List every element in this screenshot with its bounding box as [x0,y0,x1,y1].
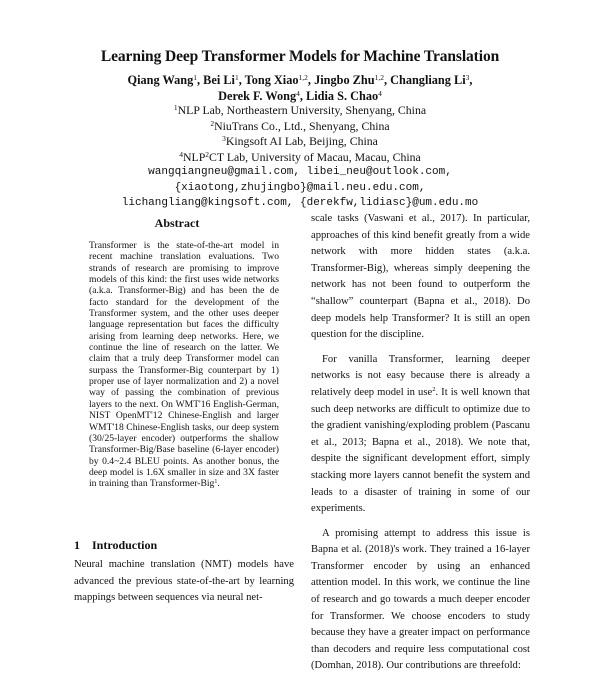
author-list: Qiang Wang$^1$, Bei Li$^1$, Tong Xiao$^{1,2}$, Jingbo Zhu$^{1,2}$, Changliang Li$^3$, Derek F. Wong$^4$, Lidia S. Chao$^4$ [127,73,473,103]
author-name: Bei Li [203,73,235,87]
paragraph [311,352,530,518]
affiliation-text: NLP [182,149,206,164]
author-name: Jingbo Zhu [314,73,375,87]
affiliation-text: CT Lab, University of Macau, Macau, China [209,149,421,164]
affil-mark: 2 [205,149,210,159]
abstract-heading: Abstract [154,216,200,230]
section-number: 1 [74,538,80,552]
affiliation-line [0,134,600,150]
author-name: Qiang Wang [127,73,194,87]
footnote-mark: 2 [432,385,436,393]
email-list [0,165,600,212]
affiliation-line [0,119,600,135]
author-name: Tong Xiao [244,73,299,87]
author-affil-mark: 1 [193,73,198,82]
affiliation-text: Kingsoft AI Lab, Beijing, China [225,134,378,149]
right-column [311,211,530,675]
author-name: Derek F. Wong [218,89,297,103]
author-affil-mark: 1,2 [298,73,308,82]
author-affil-mark: 4 [296,89,300,98]
author-name: Changliang Li [390,73,466,87]
affil-mark: 3 [222,134,226,144]
abstract-text: Transformer is the state-of-the-art model in recent machine translation evaluations. Two strands of research are promising to improve models of this kind: the first uses wide networks (a.k.a. Transformer-Big) and has been the de facto standard for the development of the Transformer system, and the other uses deeper language representation but faces the difficulty arising from learning deep networks. Here, we continue the line of research on the latter. We claim that a truly deep Transformer model can surpass the Transformer-Big counterpart by 1) proper use of layer normalization and 2) a novel way of passing the combination of previous layers to the next. On WMT'16 English-German, NIST OpenMT'12 Chinese-English and larger WMT'18 Chinese-English tasks, our deep system (30/25-layer encoder) outperforms the shallow Transformer-Big/Base baseline (6-layer encoder) by 0.4~2.4 BLEU points. As another bonus, the deep model is 1.6X smaller in size and 3X faster in training than Transformer-Big [89,240,279,490]
affiliation-list [0,103,600,165]
author-affil-mark: 1 [234,73,239,82]
author-affil-mark: 1,2 [374,73,384,82]
paragraph-text: For vanilla Transformer, learning deeper networks is not easy because there is already a relatively deep model in use [311,353,530,398]
paragraph-text: . It is well known that such deep networks are difficult to optimize due to the gradient vanishing/exploding problem (Pascanu et al., 2013; Bapna et al., 2018). We note that, despite the significant development effort, simply stacking more layers cannot benefit the system and leads to a disaster of training in some of our experiments. [311,386,531,515]
affil-mark: 1 [173,103,178,112]
section-heading-text: Introduction [92,538,158,552]
affiliation-text: NLP Lab, Northeastern University, Shenyang, China [177,103,427,117]
paper-title: Learning Deep Transformer Models for Machine Translation [100,48,500,65]
affiliation-line [0,103,600,119]
section-heading-introduction [74,538,294,552]
author-name: Lidia S. Chao [306,89,379,103]
affiliation-text: NiuTrans Co., Ltd., Shenyang, China [214,118,390,133]
introduction-body: Neural machine translation (NMT) models have advanced the previous state-of-the-art by learning mappings between sequences via neural net- [74,559,294,604]
author-affil-mark: 4 [378,89,382,98]
author-affil-mark: 3 [465,73,470,82]
abstract-body: Transformer is the state-of-the-art model in recent machine translation evaluations. Two strands of research are promising to improve models of this kind: the first uses wide networks (a.k.a. Transformer-Big) and has been the de facto standard for the development of the Transformer system, and the other uses deeper language representation but faces the difficulty arising from learning deep networks. Here, we continue the line of research on the latter. We claim that a truly deep Transformer model can surpass the Transformer-Big counterpart by 1) proper use of layer normalization and 2) a novel way of passing the combination of previous layers to the next. On WMT'16 English-German, NIST OpenMT'12 Chinese-English and larger WMT'18 Chinese-English tasks, our deep system (30/25-layer encoder) outperforms the shallow Transformer-Big/Base baseline (6-layer encoder) by 0.4~2.4 BLEU points. As another bonus, the deep model is 1.6X smaller in size and 3X faster in training than Transformer-Big$^1$. [89,240,279,490]
paragraph: scale tasks (Vaswani et al., 2017). In particular, approaches of this kind benefit greatly from a wide network with more hidden states (a.k.a. Transformer-Big), whereas simply deepening the network has not been found to outperform the “shallow” counterpart (Bapna et al., 2018). Do deep models help Transformer? It is still an open question for the discipline. [311,213,530,341]
email-line[interactable]: lichangliang@kingsoft.com, {derekfw,lidiasc}@um.edu.mo [121,197,479,210]
email-line[interactable]: {xiaotong,zhujingbo}@mail.neu.edu.com, [174,181,426,194]
paragraph: A promising attempt to address this issue is Bapna et al. (2018)'s work. They trained a 16-layer Transformer encoder by using an enhanced attention model. In this work, we continue the line of research and go towards a much deeper encoder for Transformer. We choose encoders to study because they have a greater impact on performance than decoders and require less computational cost (Domhan, 2018). Our contributions are threefold: [311,527,530,672]
affil-mark: 2 [210,118,215,128]
affiliation-line [0,150,600,166]
email-line[interactable]: wangqiangneu@gmail.com, libei_neu@outlook.com, [148,166,452,178]
affil-mark: 4 [179,149,183,159]
footnote-mark: 1 [214,479,218,486]
